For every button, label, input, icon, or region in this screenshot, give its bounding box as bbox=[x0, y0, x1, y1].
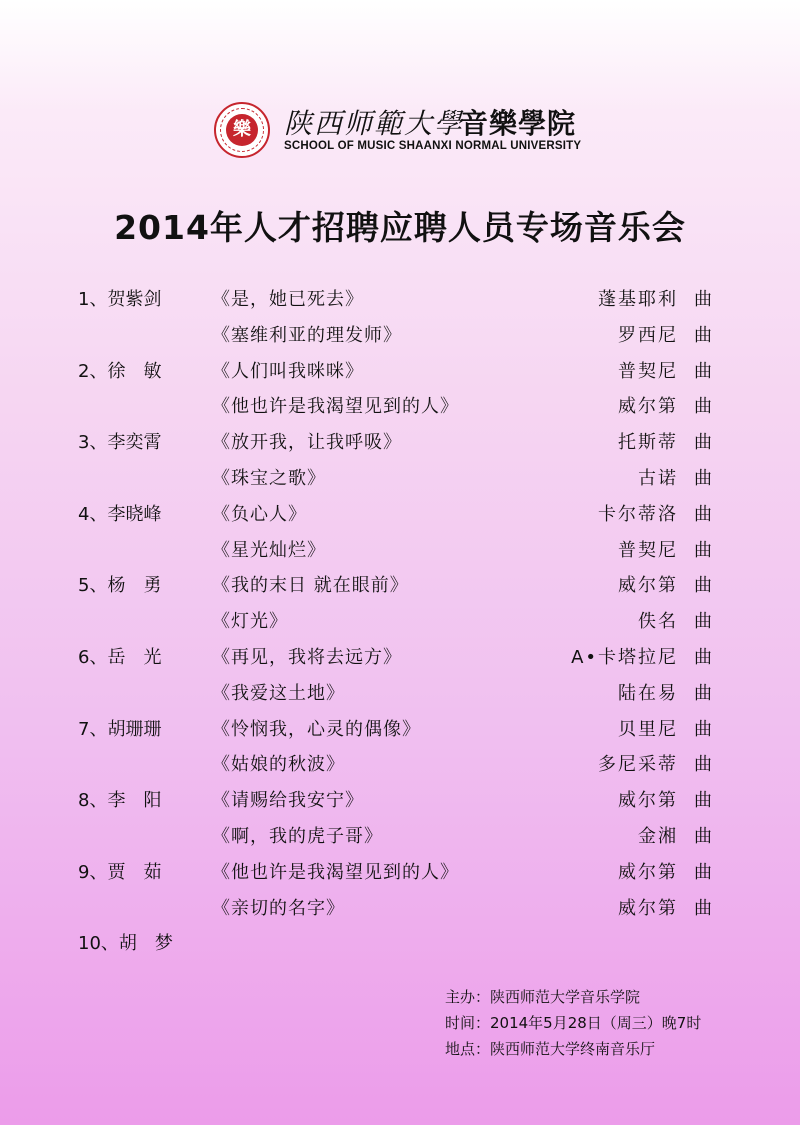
university-name-cn: 陕西师範大學 bbox=[284, 107, 465, 140]
work-title: 《他也许是我渴望见到的人》 bbox=[212, 396, 459, 418]
composer: 威尔第 bbox=[618, 861, 678, 883]
performer: 2、徐 敏 bbox=[78, 360, 162, 382]
venue-line: 地点：陕西师范大学终南音乐厅 bbox=[445, 1040, 656, 1058]
program-row bbox=[0, 533, 800, 569]
program-row bbox=[0, 640, 800, 676]
performer: 3、李奕霄 bbox=[78, 432, 162, 454]
composer: 佚名 bbox=[638, 611, 678, 633]
performer: 6、岳 光 bbox=[78, 646, 162, 668]
program-row bbox=[0, 389, 800, 425]
composer: 陆在易 bbox=[618, 682, 678, 704]
program-row bbox=[0, 568, 800, 604]
school-name-cn: 音樂學院 bbox=[460, 107, 577, 140]
composer-suffix: 曲 bbox=[694, 897, 712, 919]
program-row bbox=[0, 747, 800, 783]
performer: 7、胡珊珊 bbox=[78, 718, 162, 740]
composer-suffix: 曲 bbox=[694, 432, 712, 454]
composer-suffix: 曲 bbox=[694, 360, 712, 382]
composer: 金湘 bbox=[638, 825, 678, 847]
composer-suffix: 曲 bbox=[694, 289, 712, 310]
work-title: 《星光灿烂》 bbox=[212, 539, 326, 561]
program-row bbox=[0, 497, 800, 533]
composer-suffix: 曲 bbox=[694, 861, 712, 883]
composer: 威尔第 bbox=[618, 575, 678, 597]
performer: 9、贾 茹 bbox=[78, 861, 162, 883]
work-title: 《珠宝之歌》 bbox=[212, 467, 326, 489]
composer: 贝里尼 bbox=[618, 718, 678, 740]
composer-suffix: 曲 bbox=[694, 467, 712, 489]
program-row bbox=[0, 855, 800, 891]
work-title: 《是，她已死去》 bbox=[212, 289, 364, 310]
composer: 卡尔蒂洛 bbox=[598, 503, 678, 525]
performer: 5、杨 勇 bbox=[78, 575, 162, 597]
composer: 普契尼 bbox=[618, 360, 678, 382]
program-row bbox=[0, 926, 800, 962]
program-row bbox=[0, 461, 800, 497]
composer: 威尔第 bbox=[618, 897, 678, 919]
composer-suffix: 曲 bbox=[694, 825, 712, 847]
work-title: 《灯光》 bbox=[212, 611, 288, 633]
program-row bbox=[0, 354, 800, 390]
work-title: 《姑娘的秋波》 bbox=[212, 754, 345, 776]
program-row bbox=[0, 819, 800, 855]
composer: 普契尼 bbox=[618, 539, 678, 561]
work-title: 《人们叫我咪咪》 bbox=[212, 360, 364, 382]
work-title: 《怜悯我，心灵的偶像》 bbox=[212, 718, 421, 740]
program-row bbox=[0, 604, 800, 640]
work-title: 《亲切的名字》 bbox=[212, 897, 345, 919]
work-title: 《我爱这土地》 bbox=[212, 682, 345, 704]
composer-suffix: 曲 bbox=[694, 396, 712, 418]
school-name-en: SCHOOL OF MUSIC SHAANXI NORMAL UNIVERSITY bbox=[284, 140, 582, 152]
work-title: 《我的末日 就在眼前》 bbox=[212, 575, 409, 597]
composer: 蓬基耶利 bbox=[598, 289, 678, 310]
work-title: 《负心人》 bbox=[212, 503, 307, 525]
event-info bbox=[445, 984, 701, 1062]
program-row bbox=[0, 676, 800, 712]
work-title: 《请赐给我安宁》 bbox=[212, 790, 364, 812]
composer-suffix: 曲 bbox=[694, 682, 712, 704]
school-seal-logo bbox=[214, 102, 270, 158]
performer: 10、胡 梦 bbox=[78, 933, 173, 955]
performer: 1、贺紫剑 bbox=[78, 289, 162, 310]
composer: A•卡塔拉尼 bbox=[571, 646, 678, 668]
program-row bbox=[0, 712, 800, 748]
performer: 8、李 阳 bbox=[78, 790, 162, 812]
program-row bbox=[0, 891, 800, 927]
composer: 罗西尼 bbox=[618, 324, 678, 346]
performer: 4、李晓峰 bbox=[78, 503, 162, 525]
work-title: 《塞维利亚的理发师》 bbox=[212, 324, 402, 346]
seal-char: 樂 bbox=[226, 114, 258, 146]
composer-suffix: 曲 bbox=[694, 324, 712, 346]
seal-ring bbox=[220, 108, 264, 152]
composer-suffix: 曲 bbox=[694, 503, 712, 525]
work-title: 《放开我，让我呼吸》 bbox=[212, 432, 402, 454]
program-list bbox=[0, 282, 800, 962]
composer: 威尔第 bbox=[618, 790, 678, 812]
program-row bbox=[0, 425, 800, 461]
composer-suffix: 曲 bbox=[694, 754, 712, 776]
work-title: 《他也许是我渴望见到的人》 bbox=[212, 861, 459, 883]
work-title: 《啊，我的虎子哥》 bbox=[212, 825, 383, 847]
composer: 威尔第 bbox=[618, 396, 678, 418]
work-title: 《再见，我将去远方》 bbox=[212, 646, 402, 668]
composer: 托斯蒂 bbox=[618, 432, 678, 454]
organizer-line: 主办：陕西师范大学音乐学院 bbox=[445, 988, 641, 1006]
composer: 古诺 bbox=[638, 467, 678, 489]
composer-suffix: 曲 bbox=[694, 646, 712, 668]
time-line: 时间：2014年5月28日（周三）晚7时 bbox=[445, 1014, 702, 1032]
composer-suffix: 曲 bbox=[694, 575, 712, 597]
program-row bbox=[0, 318, 800, 354]
page-title: 2014年人才招聘应聘人员专场音乐会 bbox=[114, 208, 686, 247]
composer: 多尼采蒂 bbox=[598, 754, 678, 776]
composer-suffix: 曲 bbox=[694, 539, 712, 561]
composer-suffix: 曲 bbox=[694, 790, 712, 812]
composer-suffix: 曲 bbox=[694, 611, 712, 633]
program-row bbox=[0, 282, 800, 318]
header bbox=[214, 100, 594, 160]
composer-suffix: 曲 bbox=[694, 718, 712, 740]
program-row bbox=[0, 783, 800, 819]
